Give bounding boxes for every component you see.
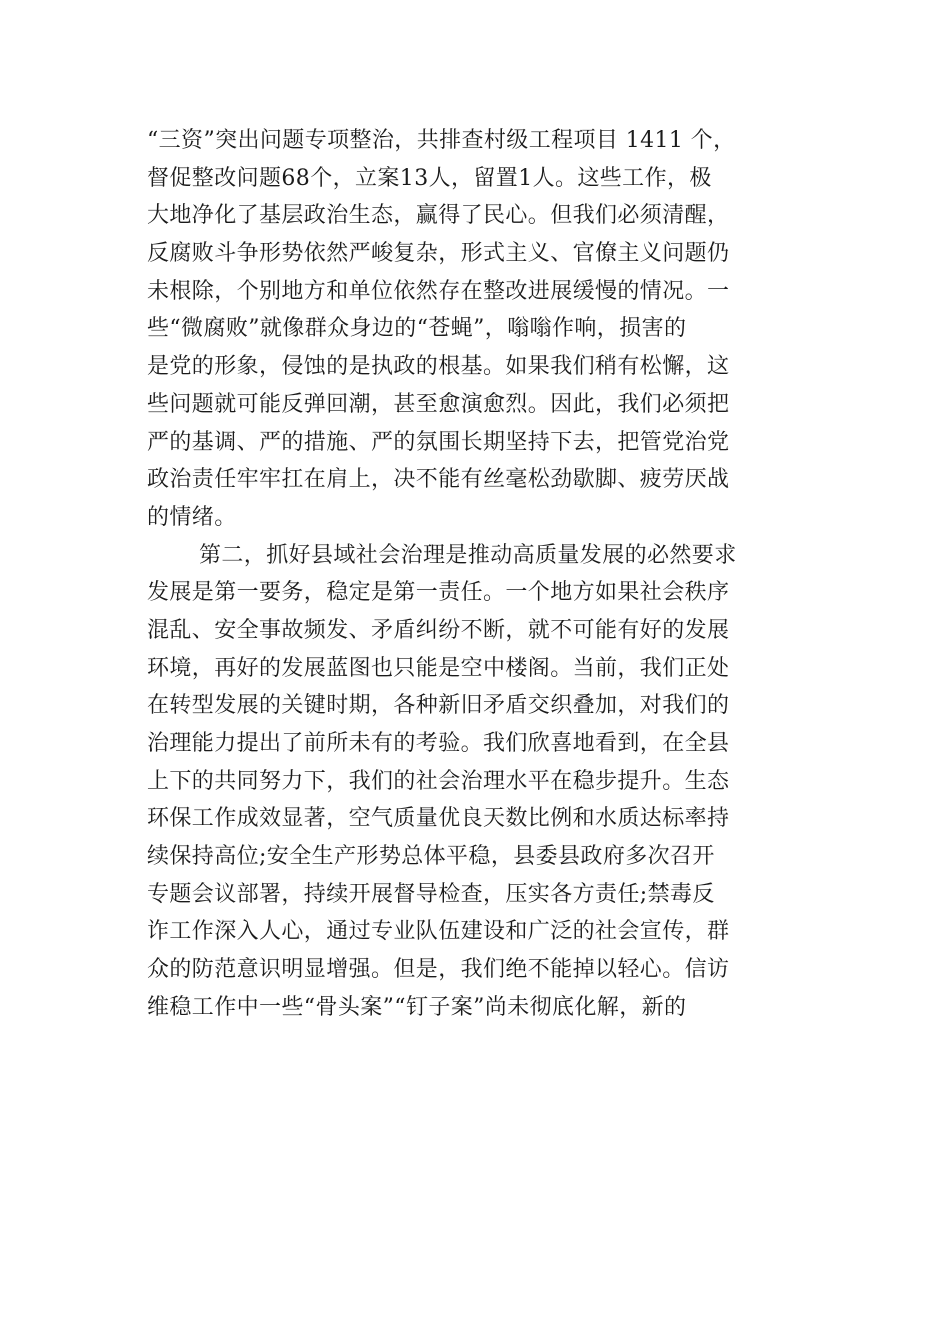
text-line: 专题会议部署，持续开展督导检查，压实各方责任;禁毒反 — [147, 881, 715, 907]
text-line: 治理能力提出了前所未有的考验。我们欣喜地看到，在全县 — [147, 731, 730, 756]
text-line: 环保工作成效显著，空气质量优良天数比例和水质达标率持 — [147, 806, 730, 832]
text-line: 严的基调、严的措施、严的氛围长期坚持下去，把管党治党 — [147, 429, 730, 455]
text-line: 些问题就可能反弹回潮，甚至愈演愈烈。因此，我们必须把 — [147, 391, 730, 417]
text-line: 是党的形象，侵蚀的是执政的根基。如果我们稍有松懈，这 — [147, 354, 730, 380]
text-line: 未根除，个别地方和单位依然存在整改进展缓慢的情况。一 — [147, 278, 730, 304]
text-line: 大地净化了基层政治生态，赢得了民心。但我们必须清醒， — [147, 203, 730, 229]
text-line: 众的防范意识明显增强。但是，我们绝不能掉以轻心。信访 — [147, 957, 730, 983]
text-line: 政治责任牢牢扛在肩上，决不能有丝毫松劲歇脚、疲劳厌战 — [147, 467, 730, 493]
text-line: 督促整改问题68个，立案13人，留置1人。这些工作，极 — [147, 165, 712, 191]
text-line: 的情绪。 — [147, 504, 237, 530]
text-line: 混乱、安全事故频发、矛盾纠纷不断，就不可能有好的发展 — [147, 617, 730, 643]
text-line: 反腐败斗争形势依然严峻复杂，形式主义、官僚主义问题仍 — [147, 241, 730, 267]
text-line: 诈工作深入人心，通过专业队伍建设和广泛的社会宣传，群 — [147, 919, 730, 945]
section-heading: 第二，抓好县域社会治理是推动高质量发展的必然要求 — [199, 542, 737, 568]
text-line: 些“微腐败”就像群众身边的“苍蝇”，嗡嗡作响，损害的 — [147, 316, 687, 342]
text-line: “三资”突出问题专项整治，共排查村级工程项目 1411 个， — [147, 128, 736, 153]
text-line: 环境，再好的发展蓝图也只能是空中楼阁。当前，我们正处 — [147, 655, 730, 681]
text-line: 维稳工作中一些“骨头案”“钉子案”尚未彻底化解，新的 — [147, 994, 687, 1020]
text-line: 在转型发展的关键时期，各种新旧矛盾交织叠加，对我们的 — [147, 693, 730, 719]
text-line: 上下的共同努力下，我们的社会治理水平在稳步提升。生态 — [147, 768, 730, 794]
text-line: 续保持高位;安全生产形势总体平稳，县委县政府多次召开 — [147, 844, 715, 870]
body-text — [147, 122, 812, 1027]
text-line: 发展是第一要务，稳定是第一责任。一个地方如果社会秩序 — [147, 580, 730, 606]
